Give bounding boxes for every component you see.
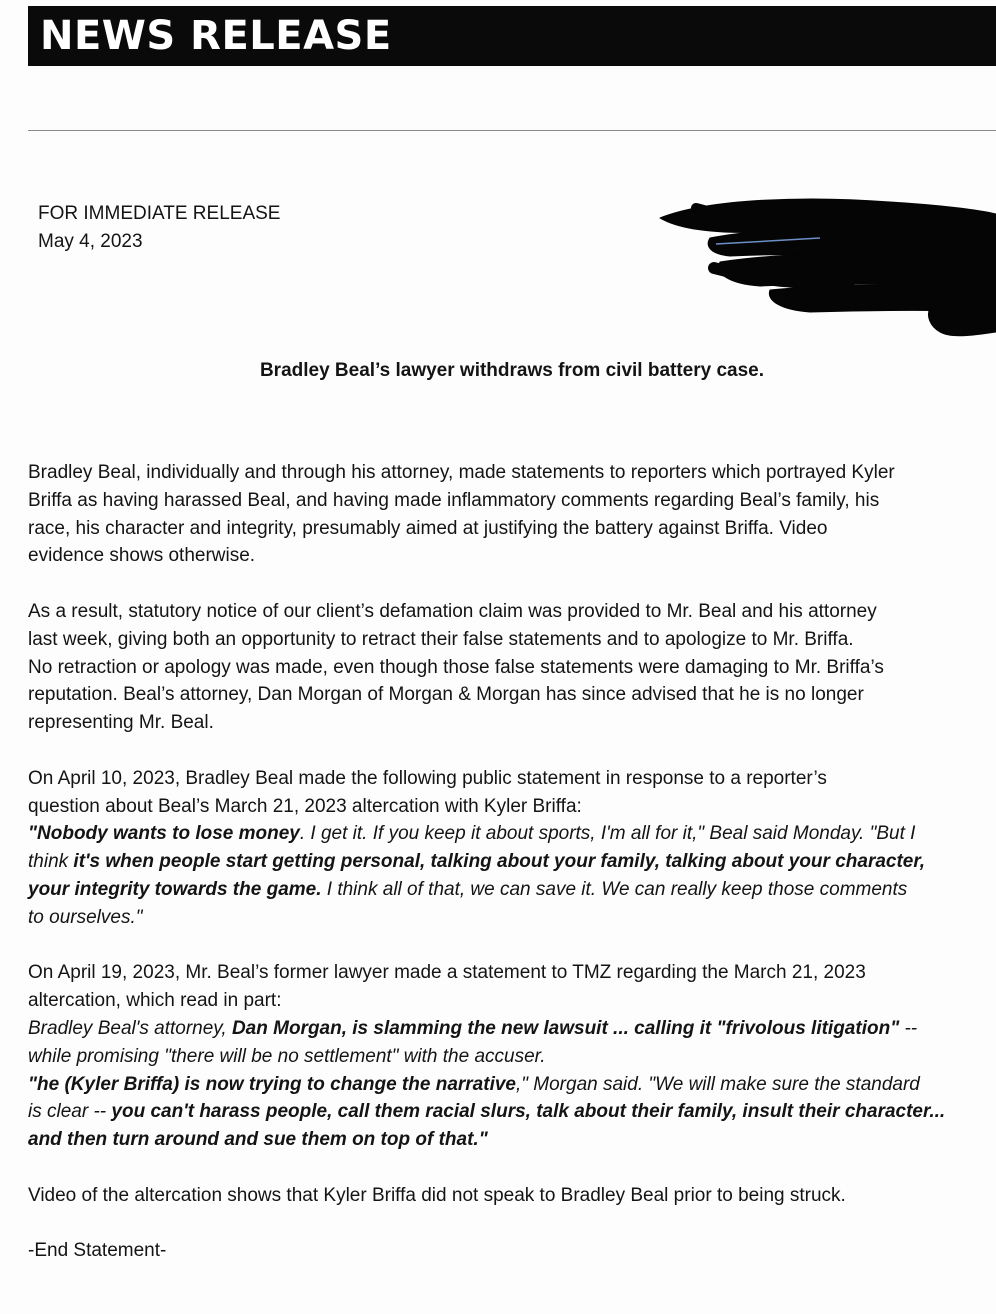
news-release-banner [28, 6, 996, 66]
paragraph-3 [28, 765, 996, 932]
quote-line: while promising "there will be no settlement" with the accuser. [28, 1045, 546, 1067]
paragraph-4 [28, 959, 996, 1154]
quote-emphasis: you can't harass people, call them racial slurs, talk about their family, insult their character... [111, 1101, 946, 1123]
quote-line [28, 848, 996, 876]
release-body [28, 459, 996, 1293]
text-line: question about Beal’s March 21, 2023 altercation with Kyler Briffa: [28, 795, 582, 817]
quote-text: is clear -- [28, 1101, 112, 1123]
text-line: reputation. Beal’s attorney, Dan Morgan of Morgan & Morgan has since advised that he is no longer [28, 684, 864, 706]
quote-text: think [28, 851, 74, 873]
quote-line [28, 820, 996, 848]
quote-text: I think all of that, we can save it. We can really keep those comments [321, 878, 908, 900]
quote-text: ," Morgan said. "We will make sure the standard [515, 1073, 920, 1095]
quote-emphasis: it's when people start getting personal, talking about your family, talking about your character, [73, 851, 925, 873]
text-line: evidence shows otherwise. [28, 545, 256, 567]
quote-emphasis: "he (Kyler Briffa) is now trying to change the narrative [28, 1073, 516, 1095]
quote-line [28, 1015, 996, 1043]
paragraph-2 [28, 598, 996, 737]
dateline [38, 200, 280, 256]
paragraph-5 [28, 1182, 996, 1210]
quote-text: Bradley Beal's attorney, [28, 1017, 232, 1039]
text-line: No retraction or apology was made, even though those false statements were damaging to Mr. Briffa’s [28, 656, 884, 678]
quote-text: . I get it. If you keep it about sports, I'm all for it," Beal said Monday. "But I [299, 823, 916, 845]
text-line: Bradley Beal, individually and through his attorney, made statements to reporters which portrayed Kyler [28, 462, 895, 483]
redaction-scribble [650, 190, 996, 340]
quote-line [28, 876, 996, 904]
horizontal-rule [28, 130, 996, 131]
quote-emphasis: "Nobody wants to lose money [28, 823, 300, 845]
text-line: last week, giving both an opportunity to retract their false statements and to apologize to Mr. Briffa. [28, 628, 854, 650]
release-label: FOR IMMEDIATE RELEASE [38, 203, 281, 224]
quote-line: to ourselves." [28, 906, 143, 928]
banner-title: NEWS RELEASE [40, 13, 392, 59]
quote-line [28, 1071, 996, 1099]
quote-line [28, 1098, 996, 1126]
quote-emphasis: your integrity towards the game. [28, 878, 322, 900]
text-line: As a result, statutory notice of our client’s defamation claim was provided to Mr. Beal and his attorney [28, 600, 877, 622]
quote-emphasis: Dan Morgan, is slamming the new lawsuit ... calling it "frivolous litigation" [231, 1017, 900, 1039]
text-line: On April 19, 2023, Mr. Beal’s former lawyer made a statement to TMZ regarding the March 21, 2023 [28, 962, 866, 984]
release-date: May 4, 2023 [38, 231, 143, 252]
text-line: -End Statement- [28, 1240, 167, 1262]
text-line: Video of the altercation shows that Kyler Briffa did not speak to Bradley Beal prior to being struck. [28, 1184, 846, 1206]
text-line: altercation, which read in part: [28, 990, 282, 1012]
quote-line: and then turn around and sue them on top of that." [28, 1129, 488, 1151]
paragraph-1 [28, 459, 996, 570]
text-line: On April 10, 2023, Bradley Beal made the following public statement in response to a reporter’s [28, 767, 827, 789]
text-line: representing Mr. Beal. [28, 712, 214, 734]
text-line: Briffa as having harassed Beal, and having made inflammatory comments regarding Beal’s family, his [28, 489, 880, 511]
end-statement [28, 1237, 996, 1265]
quote-text: -- [899, 1017, 918, 1039]
text-line: race, his character and integrity, presumably aimed at justifying the battery against Briffa. Video [28, 517, 828, 539]
headline: Bradley Beal’s lawyer withdraws from civil battery case. [259, 360, 765, 381]
